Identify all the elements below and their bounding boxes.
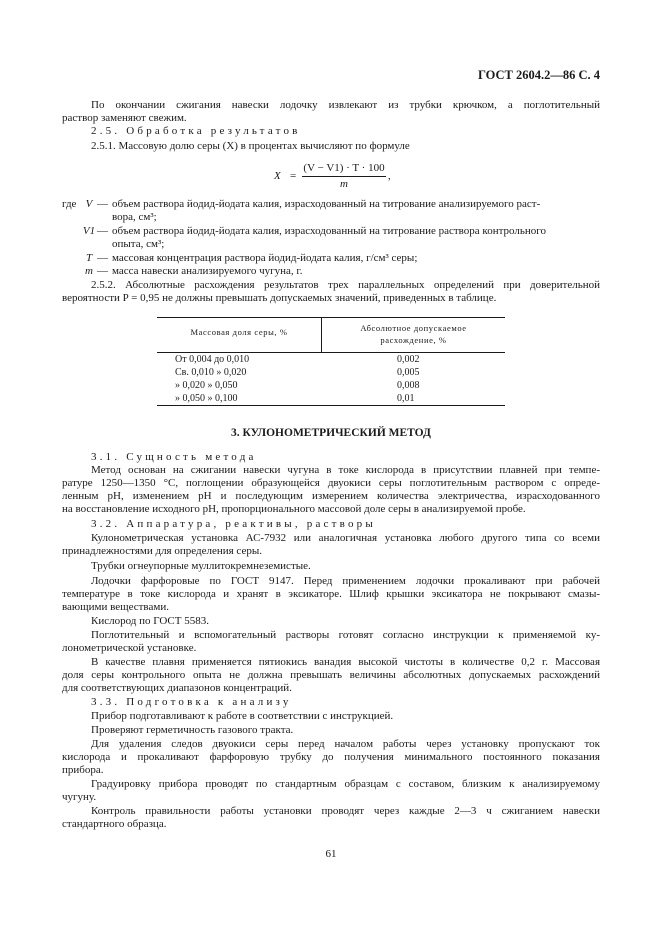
text-line: ратуре 1250—1350 °С, поглощении образующейся двуокиси серы поглотительным раствором с опреде- [62,477,600,489]
table-row [157,367,505,380]
dash: — [97,225,108,237]
running-header: ГОСТ 2604.2—86 С. 4 [477,68,600,82]
text-line: Для удаления следов двуокиси серы перед началом работы через установку пропускают ток [91,738,600,750]
text-line: температуре в токе кислорода и хранят в эксикаторе. Шлиф крышки эксикатора не покрывают смазы- [62,588,600,600]
table-cell-range: Св. 0,010 » 0,020 [175,367,247,378]
formula-comma: , [388,170,391,182]
symbol-t: T [85,252,93,264]
fraction-bar [302,176,386,177]
text-line: Градуировку прибора проводят по стандартным образцам с составом, близким к анализируемому [91,778,600,790]
formula-denominator: m [340,178,348,190]
page-number: 61 [325,848,337,860]
symbol-v: V [85,198,93,210]
text-line: лонометрической установке. [62,642,197,654]
definition-text: масса навески анализируемого чугуна, г. [112,265,303,277]
section-3-3-title: 3.3. Подготовка к анализу [91,696,292,708]
text-line: В качестве плавня применяется пятиокись ванадия высокой чистоты в количестве 0,2 г. Массовая [91,656,600,668]
text-line: Прибор подготавливают к работе в соответствии с инструкцией. [91,710,394,722]
table-cell-value: 0,002 [397,354,420,365]
text-line: ленным pH, изменением pH и последующим измерением количества электричества, израсходованного [62,490,600,502]
definition-text: объем раствора йодид-йодата калия, израсходованный на титрование раствора контрольного [112,225,547,237]
tolerance-table [157,317,505,405]
text-line: Кислород по ГОСТ 5583. [91,615,209,627]
table-cell-value: 0,008 [397,380,420,391]
text-line: Контроль правильности работы установки проводят через каждые 2—3 ч сжиганием навески [91,805,600,817]
definition-text: вора, см³; [112,211,157,223]
section-2-5-title: 2.5. Обработка результатов [91,125,301,137]
text-line: вероятности P = 0,95 не должны превышать допускаемых значений, приведенных в таблице. [62,292,497,304]
table-cell-value: 0,01 [397,393,415,404]
formula-lhs: X [274,170,281,182]
text-line: на восстановление исходного pH, пропорционального массовой доле серы в анализируемой пробе. [62,503,526,515]
text-line: кислорода и прокаливают фарфоровую трубку до получения минимального постоянного показания [62,751,600,763]
text-line: Кулонометрическая установка АС-7932 или аналогичная установка любого другого типа со всеми [91,532,600,544]
text-line: доля серы контрольного опыта не должна превышать величины абсолютных допускаемых расхождений [62,669,600,681]
text-line: вающими веществами. [62,601,169,613]
formula-numerator: (V − V1) · T · 100 [303,162,385,174]
table-header-line: Абсолютное допускаемое [360,323,467,333]
text-line: 2.5.2. Абсолютные расхождения результатов трех параллельных определений при доверительной [91,279,600,291]
section-3-2-title: 3.2. Аппаратура, реактивы, растворы [91,518,376,530]
definition-text: массовая концентрация раствора йодид-йодата калия, г/см³ серы; [112,252,418,264]
text-line: 2.5.1. Массовую долю серы (X) в процентах вычисляют по формуле [91,140,410,152]
table-row [157,380,505,393]
text-line: По окончании сжигания навески лодочку извлекают из трубки крючком, а поглотительный [91,99,600,111]
section-3-title: 3. КУЛОНОМЕТРИЧЕСКИЙ МЕТОД [231,427,431,439]
table-header-tolerance [322,322,505,346]
text-line: Поглотительный и вспомогательный растворы готовят согласно инструкции к применяемой ку- [91,629,600,641]
formula [274,162,404,192]
text-line: чугуну. [62,791,97,803]
table-cell-range: » 0,020 » 0,050 [175,380,238,391]
text-line: стандартного образца. [62,818,167,830]
text-line: для соответствующих диапазонов концентраций. [62,682,292,694]
text-line: прибора. [62,764,104,776]
dash: — [97,265,108,277]
dash: — [97,252,108,264]
table-cell-range: От 0,004 до 0,010 [175,354,250,365]
table-row [157,354,505,367]
formula-equals: = [290,170,297,182]
table-cell-value: 0,005 [397,367,420,378]
table-header-line: расхождение, % [380,335,447,345]
table-top-rule [157,317,505,318]
definition-text: опыта, см³; [112,238,165,250]
section-3-1-title: 3.1. Сущность метода [91,451,257,463]
text-line: принадлежностями для определения серы. [62,545,262,557]
definition-text: объем раствора йодид-йодата калия, израсходованный на титрование анализируемого раст- [112,198,541,210]
dash: — [97,198,108,210]
text-line: Метод основан на сжигании навески чугуна в токе кислорода в присутствии плавней при темпе- [91,464,600,476]
table-bottom-rule [157,405,505,406]
symbol-v1: V1 [82,225,96,237]
text-line: раствор заменяют свежим. [62,112,187,124]
symbol-m: m [85,265,93,277]
text-line: Трубки огнеупорные муллитокремнеземистые. [91,560,311,572]
where-label: где [62,198,77,210]
text-line: Лодочки фарфоровые по ГОСТ 9147. Перед применением лодочки прокаливают при рабочей [91,575,600,587]
table-header-rule [157,352,505,353]
table-cell-range: » 0,050 » 0,100 [175,393,238,404]
text-line: Проверяют герметичность газового тракта. [91,724,294,736]
table-header-mass-fraction: Массовая доля серы, % [190,327,288,337]
